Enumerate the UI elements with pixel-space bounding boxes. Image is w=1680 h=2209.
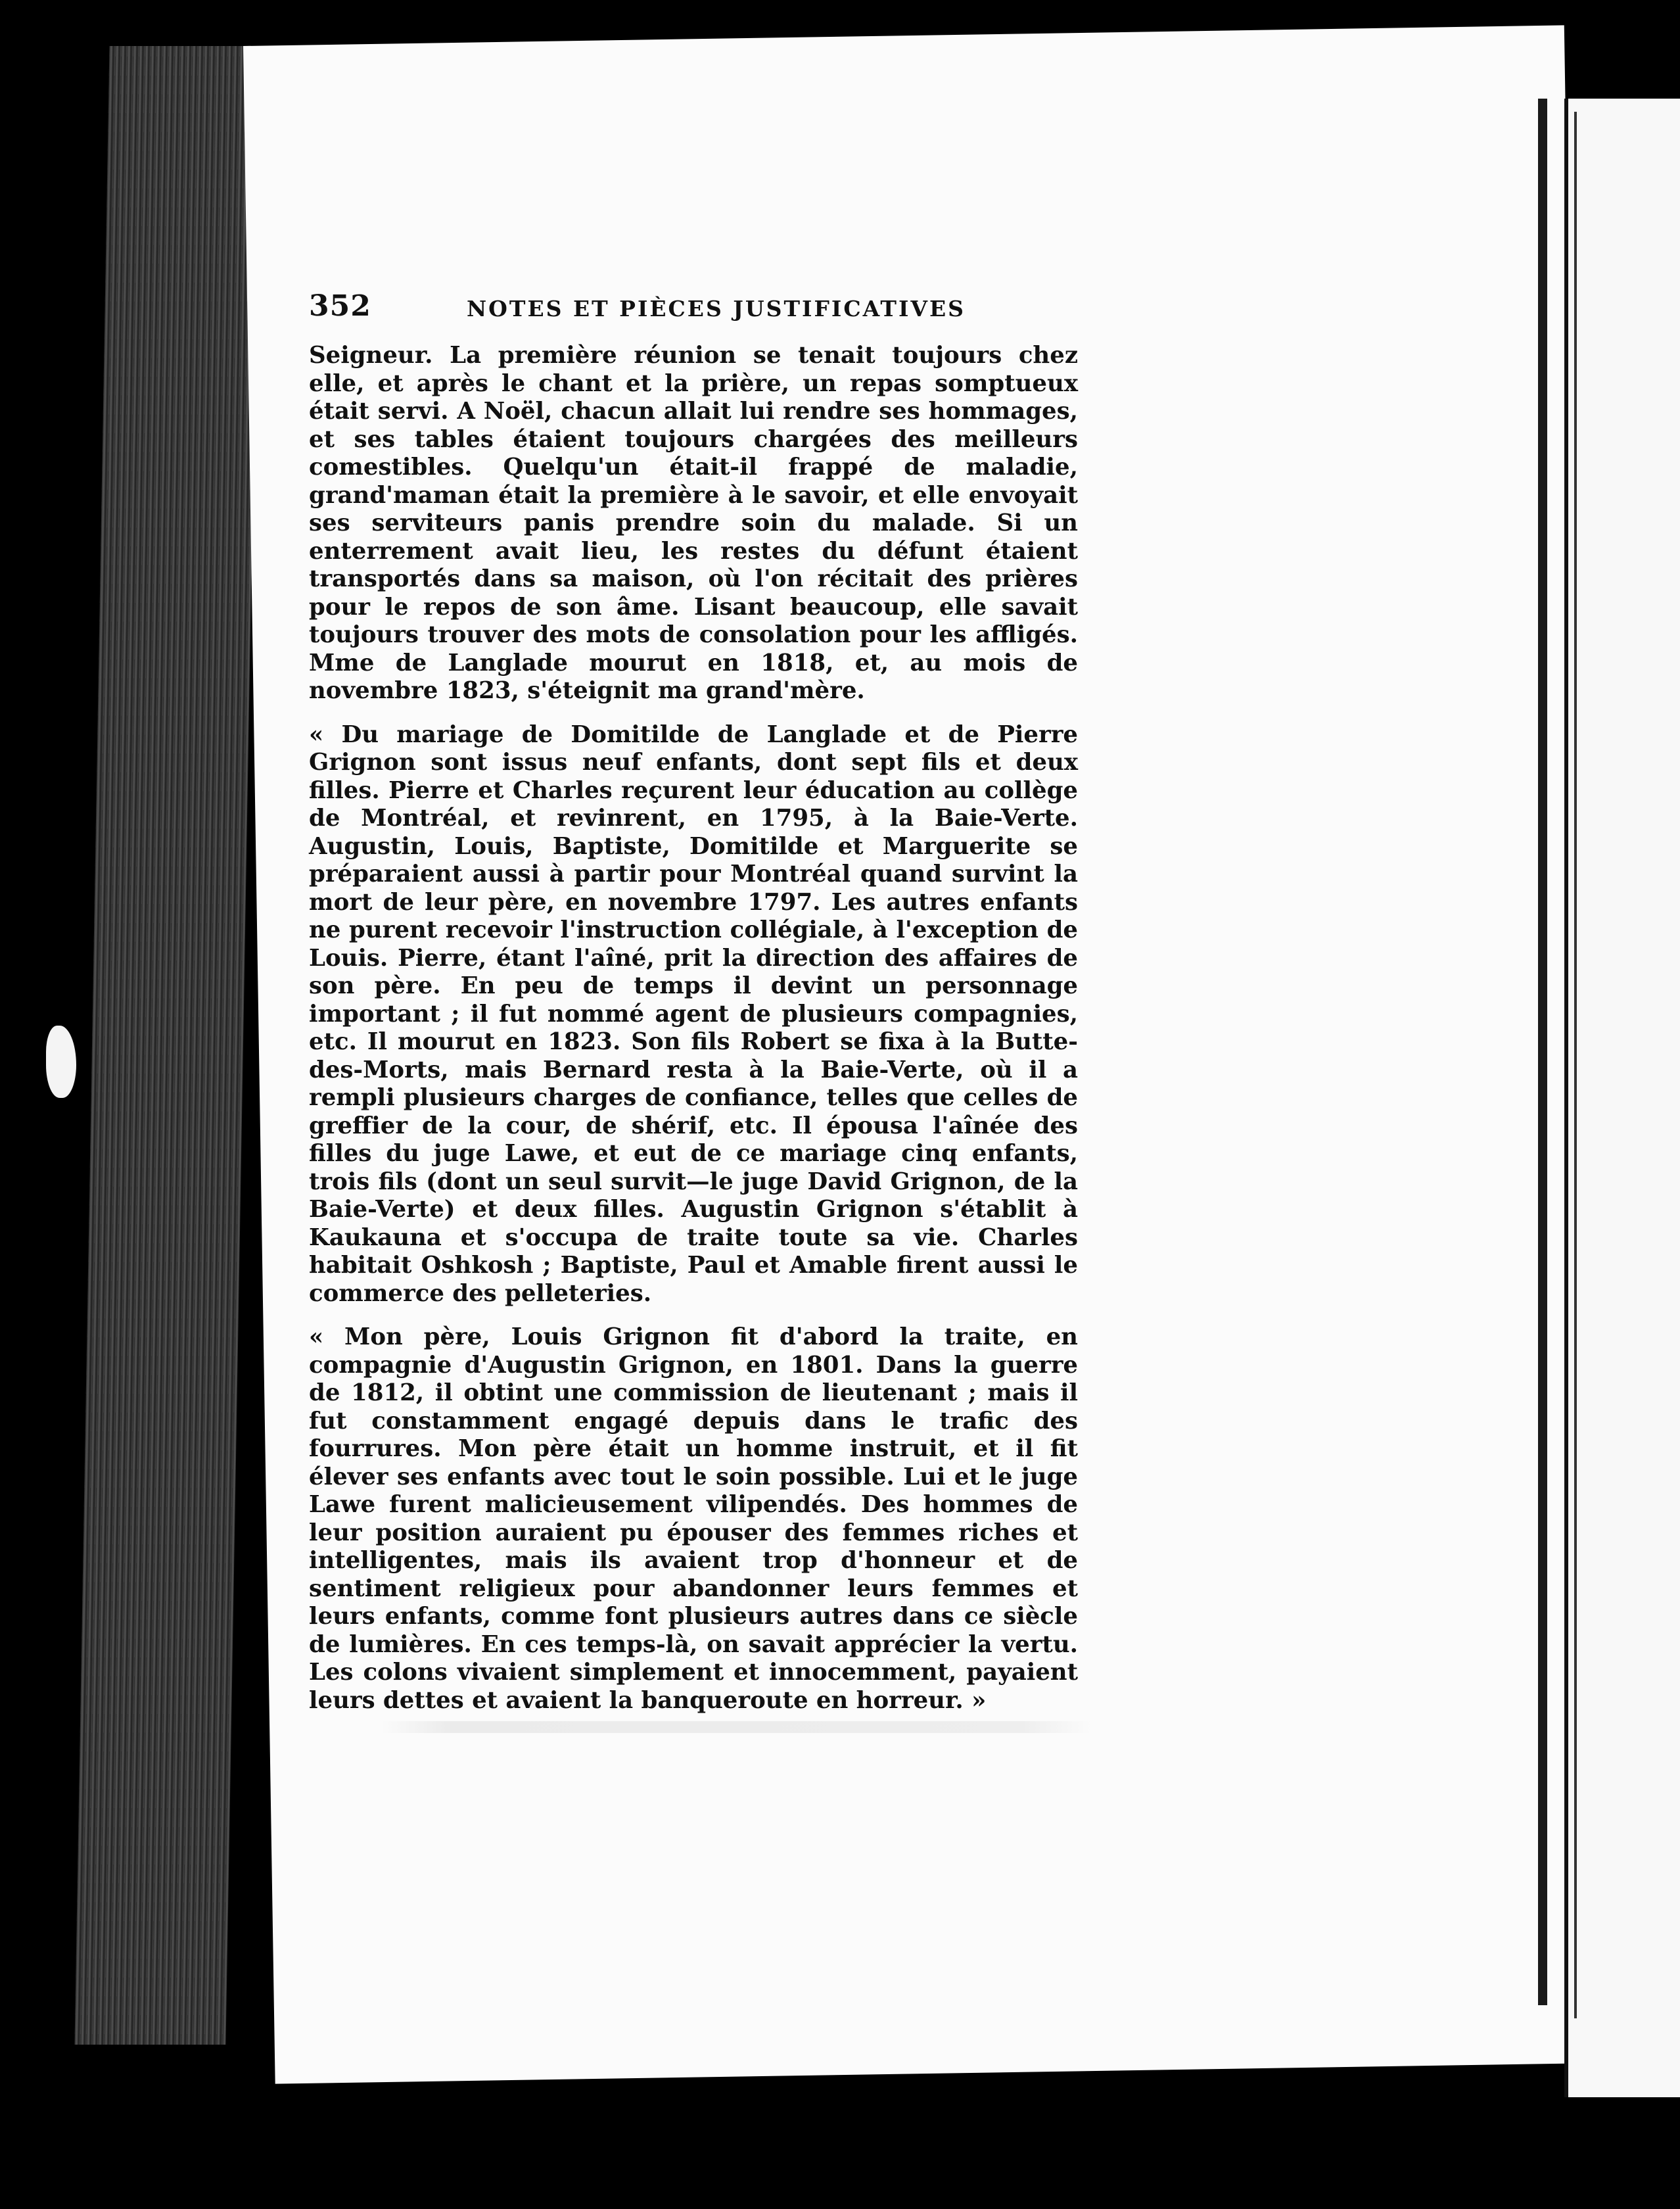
bleed-through [381,1721,1091,1733]
page-number: 352 [309,289,371,323]
running-head [309,289,1078,342]
paragraph-3: « Mon père, Louis Grignon fit d'abord la traite, en compagnie d'Augustin Grignon, en 1801. Dans la guerre de 1812, il obtint une commission de lieutenant ; mais il fut constamment engagé depuis dans le trafic des fourrures. Mon père était un homme instruit, et il fit élever ses enfants avec tout le soin possible. Lui et le juge Lawe furent malicieusement vilipendés. Des hommes de leur position auraient pu épouser des femmes riches et intelligentes, mais ils avaient trop d'honneur et de sentiment religieux pour abandonner leurs femmes et leurs enfants, comme font plusieurs autres dans ce siècle de lumières. En ces temps-là, on savait apprécier la vertu. Les colons vivaient simplement et innocemment, payaient leurs dettes et avaient la banqueroute en horreur. » [309,1323,1078,1714]
binding-line [1574,112,1577,2018]
paragraph-2: « Du mariage de Domitilde de Langlade et de Pierre Grignon sont issus neuf enfants, dont sept fils et deux filles. Pierre et Charles reçurent leur éducation au collège de Montréal, et revinrent, en 1795, à la Baie-Verte. Augustin, Louis, Baptiste, Domitilde et Marguerite se préparaient aussi à partir pour Montréal quand survint la mort de leur père, en novembre 1797. Les autres enfants ne purent recevoir l'instruction collégiale, à l'exception de Louis. Pierre, étant l'aîné, prit la direction des affaires de son père. En peu de temps il devint un personnage important ; il fut nommé agent de plusieurs compagnies, etc. Il mourut en 1823. Son fils Robert se fixa à la Butte-des-Morts, mais Bernard resta à la Baie-Verte, où il a rempli plusieurs charges de confiance, telles que celles de greffier de la cour, de shérif, etc. Il épousa l'aînée des filles du juge Lawe, et eut de ce mariage cinq enfants, trois fils (dont un seul survit—le juge David Grignon, de la Baie-Verte) et deux filles. Augustin Grignon s'établit à Kaukauna et s'occupa de traite toute sa vie. Charles habitait Oshkosh ; Baptiste, Paul et Amable firent aussi le commerce des pelleteries. [309,721,1078,1307]
scan-artifact [46,1026,76,1098]
running-title: NOTES ET PIÈCES JUSTIFICATIVES [467,296,966,321]
facing-page-edge [1564,99,1680,2097]
paragraph-1: Seigneur. La première réunion se tenait toujours chez elle, et après le chant et la prière, un repas somptueux était servi. A Noël, chacun allait lui rendre ses hommages, et ses tables étaient toujours chargées des meilleurs comestibles. Quelqu'un était-il frappé de maladie, grand'maman était la première à le savoir, et elle envoyait ses serviteurs panis prendre soin du malade. Si un enterrement avait lieu, les restes du défunt étaient transportés dans sa maison, où l'on récitait des prières pour le repos de son âme. Lisant beaucoup, elle savait toujours trouver des mots de consolation pour les affligés. Mme de Langlade mourut en 1818, et, au mois de novembre 1823, s'éteignit ma grand'mère. [309,342,1078,704]
binding-gutter [1538,99,1547,2005]
book-edge [74,46,260,2045]
text-block [309,289,1078,1733]
